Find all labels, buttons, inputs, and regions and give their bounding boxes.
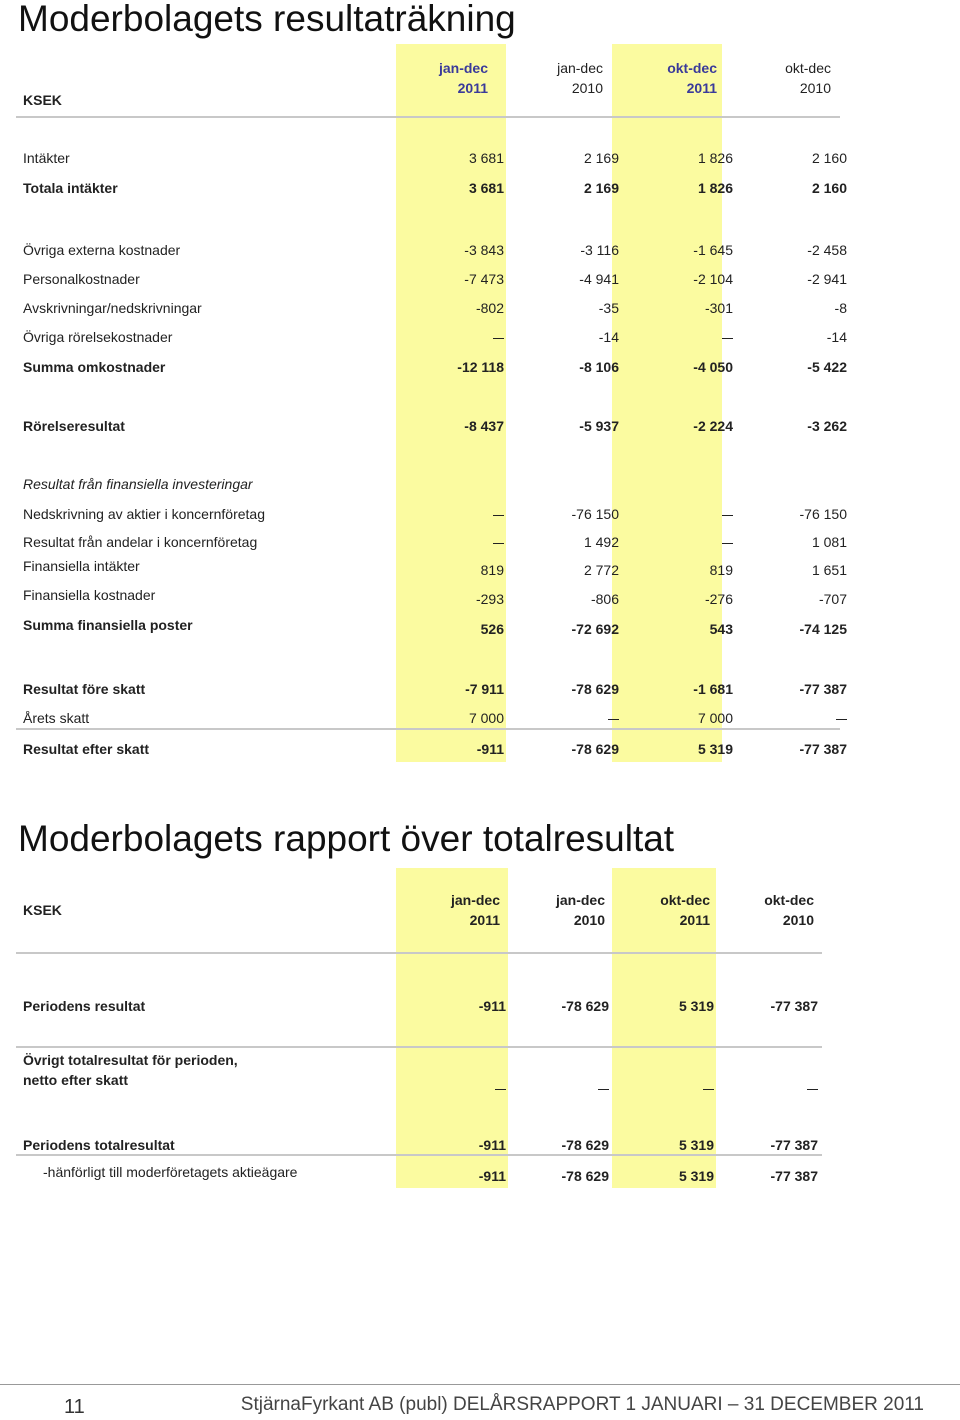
cell-value: -7 911 [465,681,504,697]
unit-label: KSEK [23,92,62,108]
row-label: Periodens resultat [23,998,146,1014]
cell-value: 1 081 [811,534,847,550]
income-statement-title: Moderbolagets resultaträkning [18,0,516,39]
column-header: jan-dec 2010 [555,892,605,928]
cell-value: -4 050 [693,359,733,375]
row-label: Resultat före skatt [23,681,146,697]
row-label: Periodens totalresultat [23,1137,175,1153]
cell-value: -293 [475,591,504,607]
cell-value: -301 [704,300,733,316]
cell-value: 2 169 [583,180,619,196]
cell-value: -14 [826,329,847,345]
table-row [16,502,847,526]
cell-value: -1 645 [693,242,733,258]
cell-value [623,530,733,554]
cell-value: -76 150 [799,506,847,522]
cell-value: -1 681 [693,681,733,697]
cell-value [396,1076,506,1100]
table-row [16,296,847,320]
row-label: Rörelseresultat [23,418,125,434]
row-label: Nedskrivning av aktier i koncernföretag [23,506,266,522]
table-row [16,325,847,349]
row-label: Årets skatt [23,710,90,726]
column-header: okt-dec 2011 [660,892,710,928]
table-row [16,587,847,611]
row-label: Finansiella kostnader [23,587,156,603]
section-rule [16,1046,822,1048]
row-label: Personalkostnader [23,271,140,287]
cell-value: -77 387 [799,681,847,697]
cell-value: -35 [598,300,619,316]
cell-value: 7 000 [468,710,504,726]
table-row [16,238,847,262]
cell-value: -4 941 [579,271,619,287]
cell-value [394,530,504,554]
cell-value: 3 681 [468,180,504,196]
row-label: Intäkter [23,150,70,166]
cell-value: -77 387 [799,741,847,757]
row-label: Finansiella intäkter [23,558,140,574]
comprehensive-income-table [16,868,822,1188]
cell-value: -7 473 [464,271,504,287]
cell-value [394,502,504,526]
cell-value: 543 [709,621,733,637]
cell-value: 2 160 [811,150,847,166]
row-label: Totala intäkter [23,180,118,196]
table-row [16,355,847,379]
row-label: Resultat efter skatt [23,741,150,757]
table-row [16,472,840,496]
cell-value: 2 169 [583,150,619,166]
cell-value: -77 387 [770,998,818,1014]
row-label: Resultat från andelar i koncernföretag [23,534,258,550]
dash-mark [722,338,733,339]
dash-mark [608,719,619,720]
cell-value: 7 000 [697,710,733,726]
column-header: jan-dec 2011 [438,60,488,96]
table-row [16,737,847,761]
cell-value: 526 [480,621,504,637]
cell-value: -2 941 [807,271,847,287]
cell-value: -78 629 [561,1168,609,1184]
dash-mark [722,515,733,516]
cell-value [499,1076,609,1100]
table-row [16,530,847,554]
cell-value: -911 [478,1137,506,1153]
table-row [16,414,847,438]
cell-value: -78 629 [561,1137,609,1153]
cell-value: -2 224 [693,418,733,434]
cell-value: -3 262 [807,418,847,434]
cell-value: -911 [476,741,504,757]
column-header: okt-dec 2010 [785,60,831,96]
cell-value: -276 [704,591,733,607]
table-row [16,1050,822,1088]
cell-value: 5 319 [678,1137,714,1153]
table-row [16,558,847,582]
table-row [16,706,840,730]
cell-value: -77 387 [770,1168,818,1184]
cell-value: -8 [834,300,847,316]
header-rule [16,952,822,954]
cell-value [509,706,619,730]
cell-value: -3 116 [580,242,619,258]
table-row [16,994,822,1018]
cell-value: 1 492 [583,534,619,550]
dash-mark [493,543,504,544]
column-header: jan-dec 2010 [557,60,603,96]
row-label: Övriga externa kostnader [23,242,181,258]
total-rule [16,1154,822,1156]
cell-value: -14 [598,329,619,345]
cell-value: -2 104 [693,271,733,287]
cell-value: 3 681 [468,150,504,166]
cell-value: -2 458 [807,242,847,258]
cell-value: -72 692 [571,621,619,637]
cell-value: -8 437 [464,418,504,434]
total-rule [16,728,840,730]
cell-value: -5 937 [579,418,619,434]
cell-value: -78 629 [571,681,619,697]
cell-value: -806 [590,591,619,607]
cell-value [604,1076,714,1100]
cell-value [737,706,847,730]
cell-value: 5 319 [697,741,733,757]
column-header: jan-dec 2011 [450,892,500,928]
unit-label: KSEK [23,902,62,918]
comprehensive-income-title: Moderbolagets rapport över totalresultat [18,818,675,859]
dash-mark [836,719,847,720]
column-header: okt-dec 2010 [764,892,814,928]
page-number: 11 [64,1396,85,1418]
cell-value: -802 [475,300,504,316]
cell-value: 1 651 [811,562,847,578]
cell-value: -8 106 [579,359,619,375]
cell-value [394,325,504,349]
cell-value: -77 387 [770,1137,818,1153]
table-row [16,267,847,291]
dash-mark [493,515,504,516]
row-label: Övriga rörelsekostnader [23,329,173,345]
row-label: -hänförligt till moderföretagets aktieägare [43,1164,298,1180]
cell-value: -12 118 [457,359,504,375]
footer-text: StjärnaFyrkant AB (publ) DELÅRSRAPPORT 1 JANUARI – 31 DECEMBER 2011 [240,1394,924,1415]
cell-value: -78 629 [561,998,609,1014]
cell-value [623,325,733,349]
footer-rule [0,1384,960,1385]
cell-value: -74 125 [799,621,847,637]
cell-value: -911 [478,998,506,1014]
header-rule [16,116,840,118]
cell-value [623,502,733,526]
column-header: okt-dec 2011 [667,60,717,96]
cell-value: 819 [480,562,504,578]
cell-value: 5 319 [678,1168,714,1184]
table-row [16,677,847,701]
dash-mark [807,1089,818,1090]
table-row [16,1164,822,1188]
table-row [16,176,847,200]
dash-mark [493,338,504,339]
row-label: Resultat från finansiella investeringar [23,476,253,492]
cell-value: 5 319 [678,998,714,1014]
cell-value: 2 160 [811,180,847,196]
cell-value: -911 [478,1168,506,1184]
cell-value: -76 150 [571,506,619,522]
row-label: Summa omkostnader [23,359,166,375]
table-row [16,617,847,641]
cell-value: -78 629 [571,741,619,757]
cell-value: -3 843 [464,242,504,258]
cell-value: 2 772 [583,562,619,578]
cell-value: -5 422 [807,359,847,375]
row-label: Avskrivningar/nedskrivningar [23,300,202,316]
row-label: Summa finansiella poster [23,617,193,633]
cell-value: -707 [818,591,847,607]
cell-value: 819 [709,562,733,578]
dash-mark [722,543,733,544]
row-label: Övrigt totalresultat för perioden, netto efter skatt [23,1052,238,1088]
cell-value: 1 826 [697,150,733,166]
cell-value [708,1076,818,1100]
income-statement-table [16,44,847,762]
cell-value: 1 826 [697,180,733,196]
table-row [16,146,847,170]
